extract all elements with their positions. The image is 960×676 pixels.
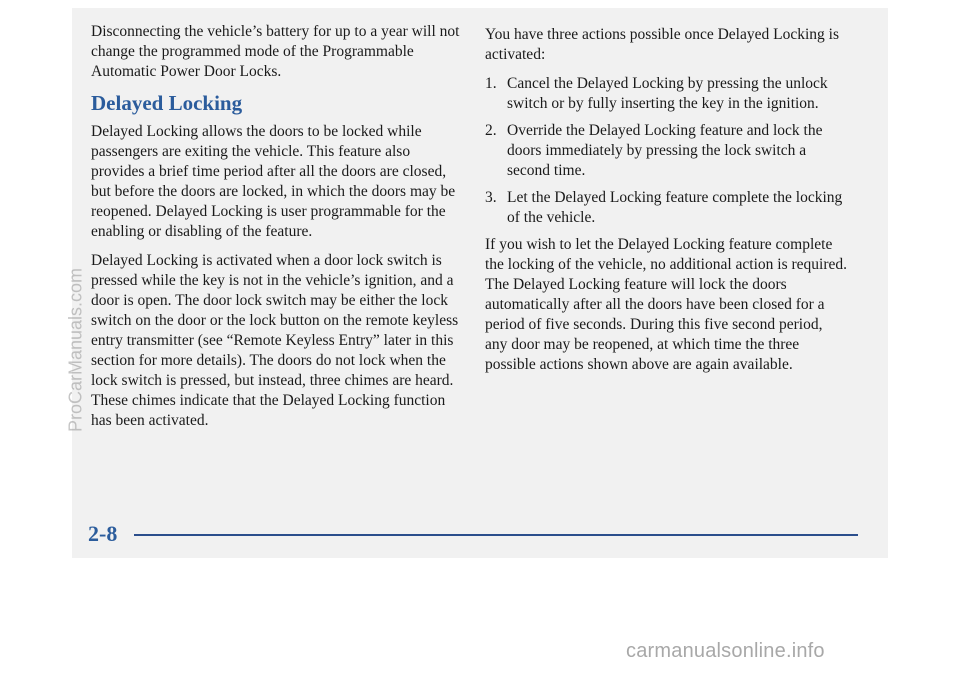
list-item-text: Let the Delayed Locking feature complete the locking of the vehicle. bbox=[507, 189, 843, 226]
list-item-text: Override the Delayed Locking feature and lock the doors immediately by pressing the lock switch a second time. bbox=[507, 122, 823, 179]
right-column bbox=[485, 25, 847, 384]
battery-note: Disconnecting the vehicle’s battery for up to a year will not change the programmed mode of the Programmable Automatic Power Door Locks. bbox=[91, 23, 460, 80]
page-footer bbox=[88, 521, 858, 547]
section-heading: Delayed Locking bbox=[91, 91, 243, 115]
side-watermark: ProCarManuals.com bbox=[65, 267, 86, 433]
delayed-locking-description: Delayed Locking allows the doors to be locked while passengers are exiting the vehicle. This feature also provides a brief time period after all the doors are closed, but before the doors are locked, in which the doors may be reopened. Delayed Locking is user programmable for the enabling or disabling of the feature. bbox=[91, 123, 456, 240]
list-item bbox=[485, 121, 847, 181]
manual-page bbox=[72, 8, 888, 558]
list-item-number: 2. bbox=[485, 122, 497, 139]
closing-paragraph: If you wish to let the Delayed Locking feature complete the locking of the vehicle, no additional action is required. The Delayed Locking feature will lock the doors automatically after all the doors have been closed for a period of five seconds. During this five second period, any door may be reopened, at which time the three possible actions shown above are again available. bbox=[485, 236, 847, 373]
list-item-text: Cancel the Delayed Locking by pressing the unlock switch or by fully inserting the key in the ignition. bbox=[507, 75, 828, 112]
delayed-locking-activation: Delayed Locking is activated when a door lock switch is pressed while the key is not in the vehicle’s ignition, and a door is open. The door lock switch may be either the lock switch on the door or the lock button on the remote keyless entry transmitter (see “Remote Keyless Entry” later in this section for more details). The doors do not lock when the lock switch is pressed, but instead, three chimes are heard. These chimes indicate that the Delayed Locking function has been activated. bbox=[91, 252, 459, 429]
footer-rule bbox=[134, 534, 858, 536]
list-item bbox=[485, 188, 847, 228]
list-item-number: 3. bbox=[485, 189, 497, 206]
list-item-number: 1. bbox=[485, 75, 497, 92]
page-number: 2-8 bbox=[88, 521, 118, 546]
left-column bbox=[91, 22, 463, 440]
list-item bbox=[485, 74, 847, 114]
actions-list bbox=[485, 74, 847, 228]
actions-intro: You have three actions possible once Delayed Locking is activated: bbox=[485, 26, 839, 63]
watermark-link[interactable]: carmanualsonline.info bbox=[626, 640, 825, 662]
